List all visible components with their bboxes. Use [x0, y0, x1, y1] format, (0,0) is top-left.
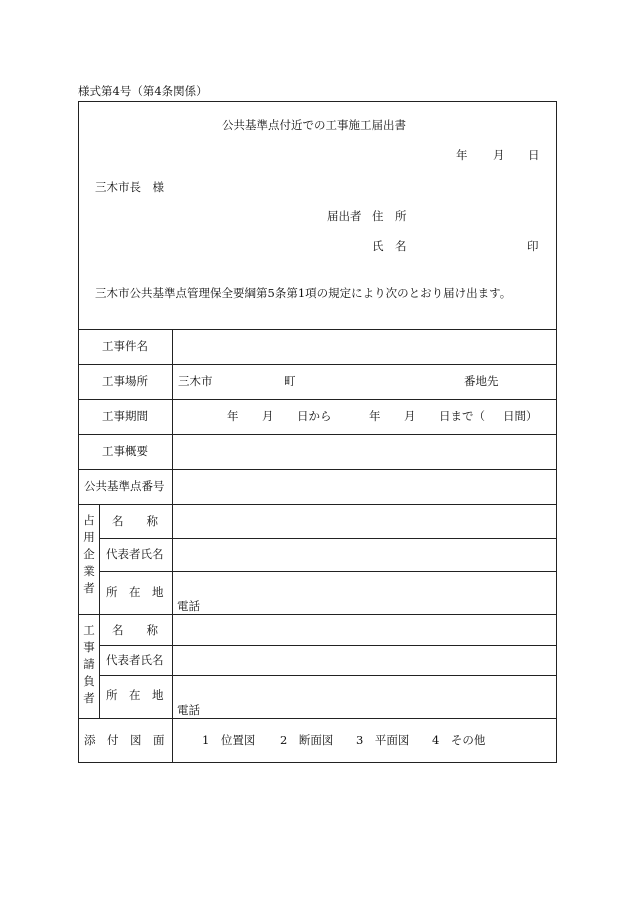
divider — [99, 571, 557, 572]
occupying-company-representative-label: 代表者氏名 — [106, 547, 164, 561]
attachment-item: 4 その他 — [432, 733, 486, 747]
applicant-address-label: 住 所 — [372, 209, 407, 223]
occupying-company-phone-label: 電話 — [177, 599, 200, 613]
period-end-year: 年 — [369, 409, 381, 423]
location-lot: 番地先 — [464, 374, 499, 388]
divider — [78, 364, 557, 365]
occupying-company-address-label: 所 在 地 — [106, 585, 164, 599]
form-title: 公共基準点付近での工事施工届出書 — [222, 118, 406, 132]
divider — [99, 675, 557, 676]
construction-name-label: 工事件名 — [102, 339, 148, 353]
date-day-label: 日 — [528, 148, 540, 162]
contractor-address-label: 所 在 地 — [106, 688, 164, 702]
contractor-name-label: 名 称 — [112, 623, 158, 637]
attachment-item: 2 断面図 — [280, 733, 334, 747]
period-end-month: 月 — [404, 409, 416, 423]
divider — [99, 538, 557, 539]
divider — [78, 614, 557, 615]
benchmark-number-label: 公共基準点番号 — [84, 479, 165, 493]
period-start-year: 年 — [227, 409, 239, 423]
addressee: 三木市長 様 — [95, 180, 164, 194]
period-label: 工事期間 — [102, 409, 148, 423]
applicant-label: 届出者 — [327, 209, 362, 223]
divider — [78, 469, 557, 470]
column-divider — [172, 329, 173, 763]
contractor-phone-label: 電話 — [177, 703, 200, 717]
location-town: 町 — [284, 374, 296, 388]
period-end-day: 日まで（ — [439, 409, 485, 423]
group-divider — [99, 504, 100, 718]
statement: 三木市公共基準点管理保全要綱第5条第1項の規定により次のとおり届け出ます。 — [95, 286, 512, 300]
seal-mark: 印 — [527, 239, 539, 253]
divider — [78, 434, 557, 435]
period-start-month: 月 — [262, 409, 274, 423]
divider — [78, 329, 557, 330]
attachment-item: 1 位置図 — [202, 733, 256, 747]
location-label: 工事場所 — [102, 374, 148, 388]
period-start-day: 日から — [297, 409, 332, 423]
contractor-representative-label: 代表者氏名 — [106, 653, 164, 667]
contractor-group-label: 工 事 請 負 者 — [83, 623, 95, 705]
overview-label: 工事概要 — [102, 444, 148, 458]
date-year-label: 年 — [456, 148, 468, 162]
divider — [78, 504, 557, 505]
date-month-label: 月 — [493, 148, 505, 162]
attachment-item: 3 平面図 — [356, 733, 410, 747]
occupying-company-group-label: 占 用 企 業 者 — [83, 513, 95, 595]
location-city: 三木市 — [178, 374, 213, 388]
form-number: 様式第4号（第4条関係） — [78, 84, 208, 98]
period-days: 日間） — [503, 409, 538, 423]
divider — [78, 399, 557, 400]
divider — [99, 645, 557, 646]
attachments-label: 添 付 図 面 — [84, 733, 165, 747]
occupying-company-name-label: 名 称 — [112, 514, 158, 528]
applicant-name-label: 氏 名 — [372, 239, 407, 253]
divider — [78, 718, 557, 719]
